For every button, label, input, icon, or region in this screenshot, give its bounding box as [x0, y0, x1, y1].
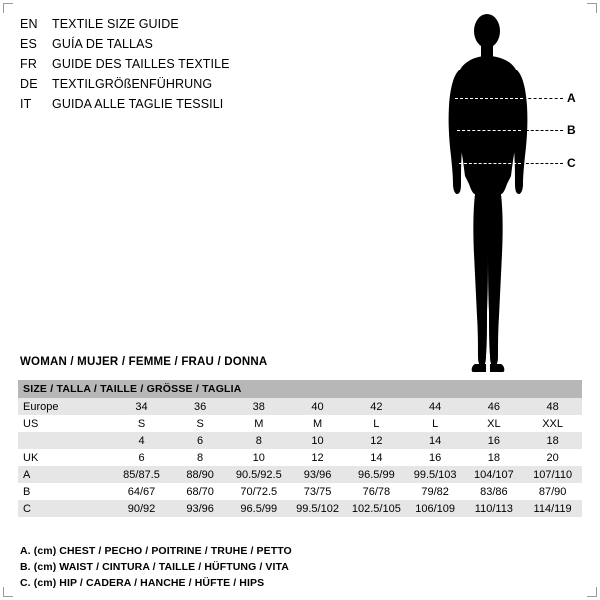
row-label-b: B — [18, 483, 112, 500]
language-text-es: GUÍA DE TALLAS — [52, 37, 153, 51]
cell: 64/67 — [112, 483, 171, 500]
cell: 93/96 — [288, 466, 347, 483]
section-title-woman: WOMAN / MUJER / FEMME / FRAU / DONNA — [20, 356, 268, 368]
corner-mark-bottom-right — [587, 587, 597, 597]
note-c: C. (cm) HIP / CADERA / HANCHE / HÜFTE / HIPS — [20, 577, 265, 589]
cell: 99.5/102 — [288, 500, 347, 517]
language-code-es: ES — [20, 37, 38, 51]
cell: 90/92 — [112, 500, 171, 517]
cell: 6 — [171, 432, 230, 449]
language-row-it — [20, 94, 350, 114]
cell: 36 — [171, 398, 230, 415]
cell: 8 — [171, 449, 230, 466]
cell: 114/119 — [523, 500, 582, 517]
cell: 38 — [229, 398, 288, 415]
cell: 14 — [347, 449, 406, 466]
language-code-it: IT — [20, 97, 32, 111]
language-row-fr — [20, 54, 350, 74]
corner-mark-top-left — [3, 3, 13, 13]
row-label-a: A — [18, 466, 112, 483]
cell: 106/109 — [406, 500, 465, 517]
cell: S — [112, 415, 171, 432]
measurement-notes — [20, 543, 540, 591]
table-header-row — [18, 380, 582, 398]
table-row — [18, 449, 582, 466]
table-row — [18, 483, 582, 500]
measure-line-b-inner — [457, 130, 521, 131]
cell: 102.5/105 — [347, 500, 406, 517]
size-table — [18, 380, 582, 517]
language-code-en: EN — [20, 17, 38, 31]
language-text-it: GUIDA ALLE TAGLIE TESSILI — [52, 97, 224, 111]
cell: 83/86 — [465, 483, 524, 500]
cell: XXL — [523, 415, 582, 432]
cell: 14 — [406, 432, 465, 449]
cell: 18 — [523, 432, 582, 449]
cell: 16 — [465, 432, 524, 449]
measure-line-c-inner — [459, 163, 521, 164]
corner-mark-bottom-left — [3, 587, 13, 597]
cell: L — [347, 415, 406, 432]
cell: 68/70 — [171, 483, 230, 500]
measure-line-b-outer — [521, 130, 563, 131]
cell: 48 — [523, 398, 582, 415]
language-text-en: TEXTILE SIZE GUIDE — [52, 17, 179, 31]
language-row-en — [20, 14, 350, 34]
language-row-es — [20, 34, 350, 54]
cell: 10 — [288, 432, 347, 449]
table-row — [18, 432, 582, 449]
cell: L — [406, 415, 465, 432]
cell: 76/78 — [347, 483, 406, 500]
cell: 85/87.5 — [112, 466, 171, 483]
row-label-c: C — [18, 500, 112, 517]
cell: 99.5/103 — [406, 466, 465, 483]
cell: 46 — [465, 398, 524, 415]
cell: 96.5/99 — [347, 466, 406, 483]
measure-line-c-outer — [521, 163, 563, 164]
cell: M — [288, 415, 347, 432]
cell: 104/107 — [465, 466, 524, 483]
cell: 34 — [112, 398, 171, 415]
measure-label-a: A — [567, 91, 576, 105]
measure-label-c: C — [567, 156, 576, 170]
language-text-fr: GUIDE DES TAILLES TEXTILE — [52, 57, 230, 71]
cell: 110/113 — [465, 500, 524, 517]
table-row — [18, 415, 582, 432]
cell: XL — [465, 415, 524, 432]
silhouette-icon — [415, 8, 595, 380]
cell: M — [229, 415, 288, 432]
cell: 18 — [465, 449, 524, 466]
female-silhouette-figure — [415, 8, 595, 378]
cell: 88/90 — [171, 466, 230, 483]
table-row — [18, 466, 582, 483]
language-row-de — [20, 74, 350, 94]
language-title-block — [20, 14, 350, 114]
cell: 16 — [406, 449, 465, 466]
cell: 107/110 — [523, 466, 582, 483]
cell: 79/82 — [406, 483, 465, 500]
note-b: B. (cm) WAIST / CINTURA / TAILLE / HÜFTUNG / VITA — [20, 561, 289, 573]
table-header-label: SIZE / TALLA / TAILLE / GRÖSSE / TAGLIA — [18, 380, 582, 398]
size-table-wrapper — [18, 380, 582, 517]
cell: 40 — [288, 398, 347, 415]
measure-line-a-outer — [523, 98, 563, 99]
measure-line-a-inner — [455, 98, 523, 99]
cell: 12 — [347, 432, 406, 449]
cell: 6 — [112, 449, 171, 466]
cell: 44 — [406, 398, 465, 415]
cell: 90.5/92.5 — [229, 466, 288, 483]
cell: 4 — [112, 432, 171, 449]
cell: 20 — [523, 449, 582, 466]
cell: 42 — [347, 398, 406, 415]
row-label-us-numeric — [18, 432, 112, 449]
row-label-europe: Europe — [18, 398, 112, 415]
cell: 93/96 — [171, 500, 230, 517]
cell: 87/90 — [523, 483, 582, 500]
cell: S — [171, 415, 230, 432]
cell: 70/72.5 — [229, 483, 288, 500]
measure-label-b: B — [567, 123, 576, 137]
row-label-us: US — [18, 415, 112, 432]
table-row — [18, 500, 582, 517]
cell: 73/75 — [288, 483, 347, 500]
cell: 10 — [229, 449, 288, 466]
cell: 96.5/99 — [229, 500, 288, 517]
language-code-fr: FR — [20, 57, 38, 71]
note-a: A. (cm) CHEST / PECHO / POITRINE / TRUHE / PETTO — [20, 545, 292, 557]
row-label-uk: UK — [18, 449, 112, 466]
cell: 8 — [229, 432, 288, 449]
language-code-de: DE — [20, 77, 38, 91]
table-row — [18, 398, 582, 415]
language-text-de: TEXTILGRÖßENFÜHRUNG — [52, 77, 213, 91]
cell: 12 — [288, 449, 347, 466]
